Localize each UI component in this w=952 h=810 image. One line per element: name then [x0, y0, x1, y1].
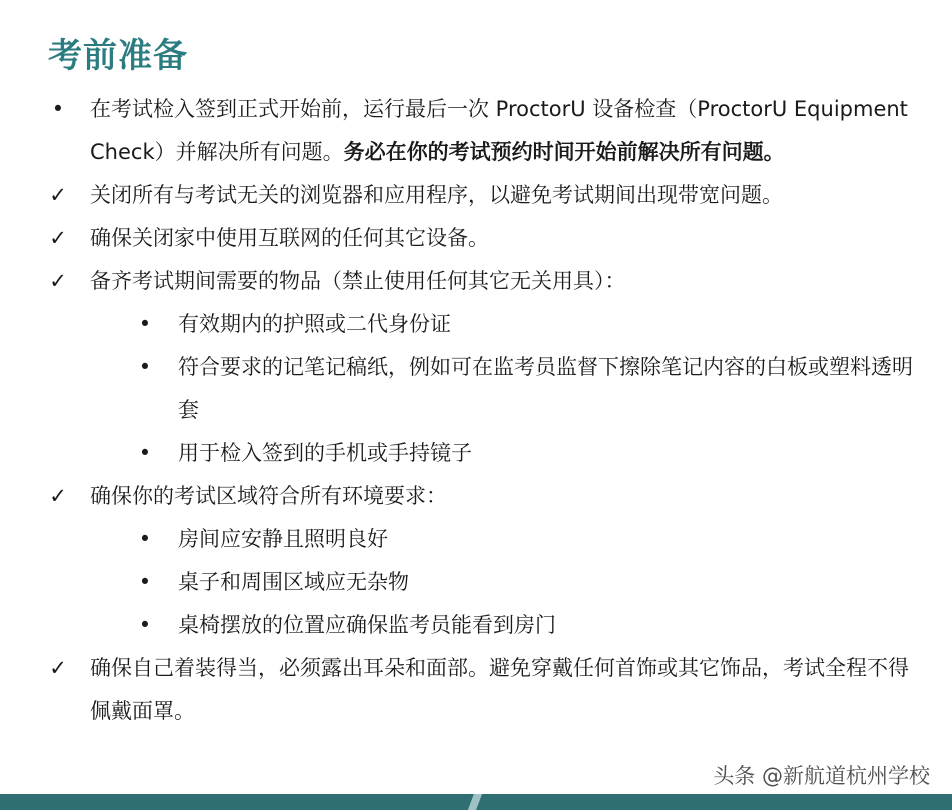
item-text: 备齐考试期间需要的物品（禁止使用任何其它无关用具）： — [90, 269, 626, 293]
sub-list-item — [138, 604, 916, 647]
item-text: 确保自己着装得当，必须露出耳朵和面部。避免穿戴任何首饰或其它饰品，考试全程不得佩戴面罩。 — [90, 656, 909, 723]
footer-band-right — [476, 794, 952, 810]
item-text: 关闭所有与考试无关的浏览器和应用程序，以避免考试期间出现带宽问题。 — [90, 183, 783, 207]
checkmark-icon: ✓ — [49, 656, 67, 680]
item-text: 桌椅摆放的位置应确保监考员能看到房门 — [178, 613, 556, 637]
checklist — [46, 88, 916, 733]
list-item — [46, 217, 916, 260]
checkmark-icon: ✓ — [49, 226, 67, 250]
bullet-dot: • — [138, 312, 152, 336]
bullet-dot: • — [138, 570, 152, 594]
sub-list-item — [138, 561, 916, 604]
watermark: 头条 @新航道杭州学校 — [713, 764, 930, 788]
bullet-dot: • — [51, 97, 65, 121]
list-item — [46, 475, 916, 518]
item-emphasis: 务必在你的考试预约时间开始前解决所有问题。 — [343, 140, 785, 164]
list-item — [46, 260, 916, 303]
checkmark-icon: ✓ — [49, 183, 67, 207]
footer-band — [0, 794, 952, 810]
bullet-dot: • — [138, 355, 152, 379]
sub-list-item — [138, 346, 916, 432]
page-title: 考前准备 — [48, 36, 188, 76]
checkmark-icon: ✓ — [49, 484, 67, 508]
item-text: 有效期内的护照或二代身份证 — [178, 312, 451, 336]
bullet-dot: • — [138, 613, 152, 637]
bullet-dot: • — [138, 527, 152, 551]
item-text: 符合要求的记笔记稿纸，例如可在监考员监督下擦除笔记内容的白板或塑料透明套 — [178, 355, 913, 422]
item-text: 桌子和周围区域应无杂物 — [178, 570, 409, 594]
item-text: 房间应安静且照明良好 — [178, 527, 388, 551]
list-item — [46, 88, 916, 174]
item-text: 确保你的考试区域符合所有环境要求： — [90, 484, 447, 508]
sub-list-item — [138, 303, 916, 346]
list-item — [46, 174, 916, 217]
bullet-dot: • — [138, 441, 152, 465]
item-text: 在考试检入签到正式开始前，运行最后一次 ProctorU 设备检查（ProctorU Equipment Check）并解决所有问题。 — [90, 97, 908, 164]
item-text: 用于检入签到的手机或手持镜子 — [178, 441, 472, 465]
item-text: 确保关闭家中使用互联网的任何其它设备。 — [90, 226, 489, 250]
list-item — [46, 647, 916, 733]
footer-band-left — [0, 794, 474, 810]
checkmark-icon: ✓ — [49, 269, 67, 293]
sub-list-item — [138, 518, 916, 561]
sub-list-item — [138, 432, 916, 475]
